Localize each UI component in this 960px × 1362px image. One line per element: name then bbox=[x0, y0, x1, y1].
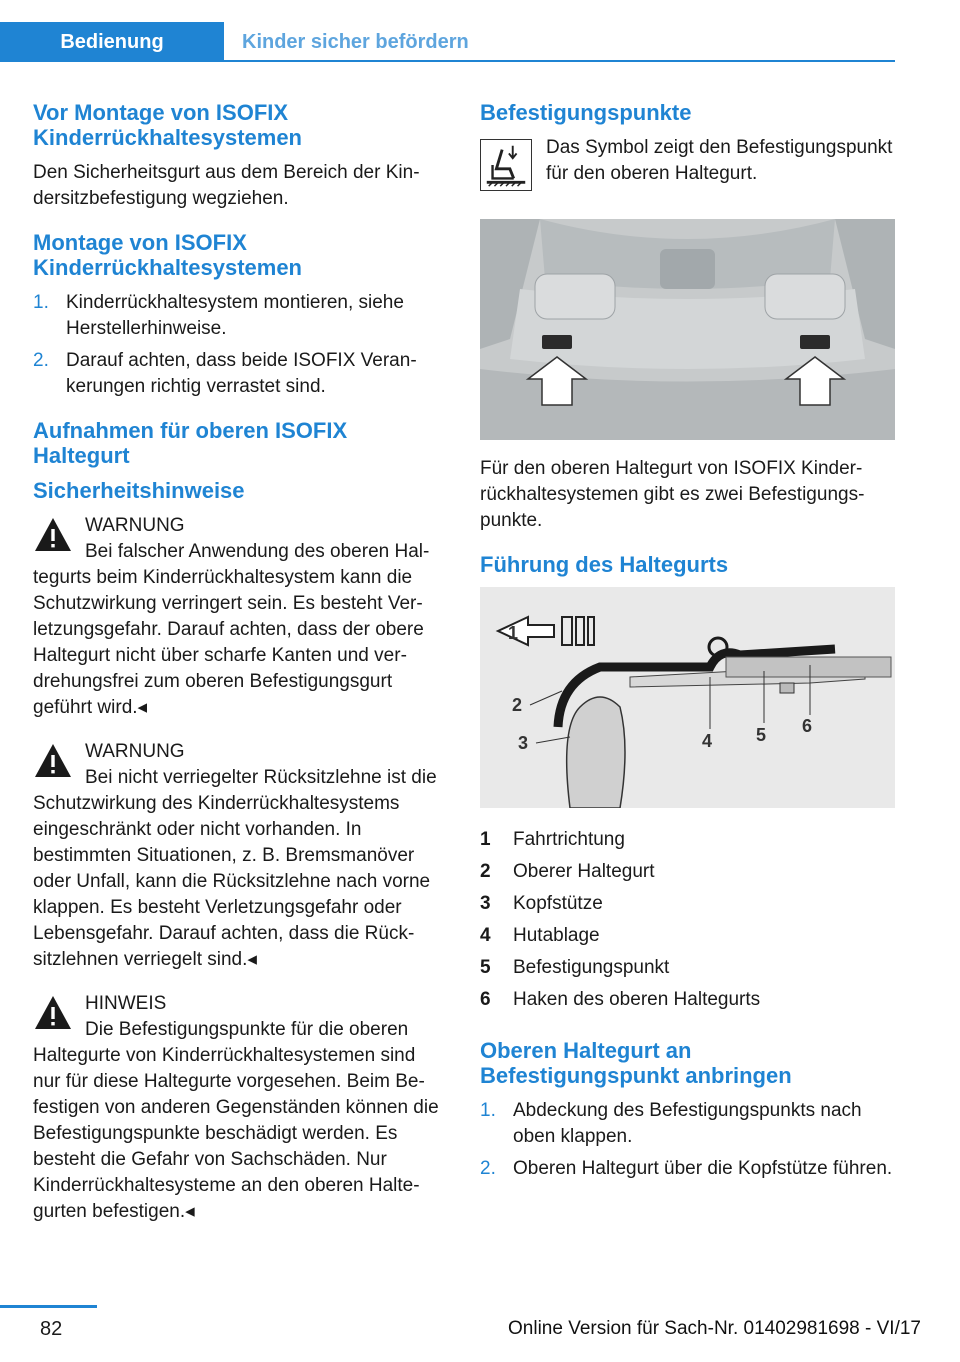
legend-item bbox=[480, 888, 895, 920]
tab-bedienung[interactable]: Bedienung bbox=[0, 22, 224, 62]
symbol-text: Das Symbol zeigt den Befestigungspunkt für den oberen Haltegurt. bbox=[546, 137, 893, 184]
step-number: 2. bbox=[480, 1158, 496, 1179]
chapter-tabs bbox=[0, 22, 895, 62]
legend-item bbox=[480, 952, 895, 984]
legend-value: Haken des oberen Haltegurts bbox=[513, 989, 761, 1010]
diagram-label: 6 bbox=[802, 716, 813, 736]
step-number: 2. bbox=[33, 350, 49, 371]
anbringen-step bbox=[480, 1098, 895, 1150]
diagram-label: 5 bbox=[756, 725, 767, 745]
rear-seat-illustration bbox=[480, 219, 895, 440]
warning-text: Bei nicht verriegelter Rücksitzlehne ist die Schutzwirkung des Kinderrückhaltesystems eingeschränkt oder nicht vorhanden. In bestimmten Situationen, z. B. Bremsmanöver oder Unfall, kann die Rücksitzlehne nach vorne klappen. Es besteht Verletzungsgefahr oder Lebensgefahr. Darauf achten, dass die Rücksitzlehnen verriegelt sind.◂ bbox=[33, 767, 437, 970]
paragraph-zwei-befestigungspunkte: Für den oberen Haltegurt von ISOFIX Kinderrückhaltesystemen gibt es zwei Befestigungspunkte. bbox=[480, 458, 865, 531]
diagram-label: 4 bbox=[702, 731, 713, 751]
step-text: Oberen Haltegurt über die Kopfstütze führen. bbox=[513, 1158, 893, 1179]
paragraph-vor-montage: Den Sicherheitsgurt aus dem Bereich der Kindersitzbefestigung wegziehen. bbox=[33, 162, 420, 209]
warning-label: WARNUNG bbox=[85, 515, 185, 536]
child-seat-anchor-icon bbox=[480, 139, 532, 191]
legend-item bbox=[480, 824, 895, 856]
step-text: Abdeckung des Befestigungspunkts nach oben klappen. bbox=[513, 1100, 862, 1147]
strap-routing-diagram bbox=[480, 587, 895, 808]
legend-key: 6 bbox=[480, 989, 491, 1010]
legend-item bbox=[480, 920, 895, 952]
legend-value: Oberer Haltegurt bbox=[513, 861, 655, 882]
heading-sicherheitshinweise: Sicherheitshinweise bbox=[33, 478, 245, 503]
heading-fuehrung: Führung des Haltegurts bbox=[480, 552, 729, 577]
note-block bbox=[33, 991, 448, 1225]
legend-key: 4 bbox=[480, 925, 491, 946]
heading-vor-montage: Vor Montage von ISOFIX Kinderrückhaltesystemen bbox=[33, 100, 302, 150]
heading-montage: Montage von ISOFIX Kinderrückhaltesystemen bbox=[33, 230, 302, 280]
footer-rule bbox=[0, 1305, 97, 1308]
step-number: 1. bbox=[480, 1100, 496, 1121]
montage-steps bbox=[33, 290, 448, 400]
legend-item bbox=[480, 984, 895, 1016]
note-label: HINWEIS bbox=[85, 993, 167, 1014]
legend-key: 2 bbox=[480, 861, 491, 882]
page-number: 82 bbox=[40, 1318, 63, 1340]
anbringen-steps bbox=[480, 1098, 895, 1182]
legend-value: Befestigungspunkt bbox=[513, 957, 670, 978]
warning-triangle-icon bbox=[33, 993, 73, 1033]
legend-value: Hutablage bbox=[513, 925, 600, 946]
warning-triangle-icon bbox=[33, 515, 73, 555]
footer-online-version: Online Version für Sach-Nr. 01402981698 - VI/17 bbox=[508, 1318, 921, 1339]
diagram-label: 3 bbox=[518, 733, 529, 753]
warning-block-2 bbox=[33, 739, 448, 973]
diagram-label: 2 bbox=[512, 695, 523, 715]
montage-step bbox=[33, 348, 448, 400]
legend-key: 3 bbox=[480, 893, 491, 914]
diagram-label: 1 bbox=[508, 623, 519, 643]
header-rule bbox=[0, 60, 895, 62]
strap-routing-illustration bbox=[480, 587, 895, 808]
right-column bbox=[480, 100, 895, 1200]
legend-value: Kopfstütze bbox=[513, 893, 603, 914]
warning-label: WARNUNG bbox=[85, 741, 185, 762]
warning-block-1 bbox=[33, 513, 448, 721]
tab-kinder-sicher-befoerdern[interactable]: Kinder sicher befördern bbox=[242, 31, 469, 53]
rear-seat-photo bbox=[480, 219, 895, 440]
heading-anbringen: Oberen Haltegurt an Befestigungspunkt anbringen bbox=[480, 1038, 792, 1088]
step-text: Darauf achten, dass beide ISOFIX Verankerungen richtig verrastet sind. bbox=[66, 350, 417, 397]
step-text: Kinderrückhaltesystem montieren, siehe Herstellerhinweise. bbox=[66, 292, 404, 339]
warning-text: Bei falscher Anwendung des oberen Haltegurts beim Kinderrückhaltesystem kann die Schutzwirkung verringert sein. Es besteht Verletzungsgefahr. Darauf achten, dass der obere Haltegurt nicht über scharfe Kanten und verdrehungsfrei zum oberen Befestigungsgurt geführt wird.◂ bbox=[33, 541, 430, 718]
montage-step bbox=[33, 290, 448, 342]
warning-triangle-icon bbox=[33, 741, 73, 781]
step-number: 1. bbox=[33, 292, 49, 313]
anbringen-step bbox=[480, 1156, 895, 1182]
legend-key: 1 bbox=[480, 829, 491, 850]
heading-befestigungspunkte: Befestigungspunkte bbox=[480, 100, 692, 125]
left-column bbox=[33, 100, 448, 1243]
legend-item bbox=[480, 856, 895, 888]
note-text: Die Befestigungspunkte für die oberen Haltegurte von Kinderrückhaltesystemen sind nur für diese Haltegurte vorgesehen. Beim Befestigen von anderen Gegenständen können die Befestigungspunkte beschädigt werden. Es besteht die Gefahr von Sachschäden. Nur Kinderrückhaltesysteme an den oberen Haltegurten befestigen.◂ bbox=[33, 1019, 439, 1222]
symbol-explanation bbox=[480, 135, 895, 197]
legend-value: Fahrtrichtung bbox=[513, 829, 625, 850]
legend-key: 5 bbox=[480, 957, 491, 978]
heading-aufnahmen: Aufnahmen für oberen ISOFIX Haltegurt bbox=[33, 418, 348, 468]
diagram-legend bbox=[480, 824, 895, 1016]
